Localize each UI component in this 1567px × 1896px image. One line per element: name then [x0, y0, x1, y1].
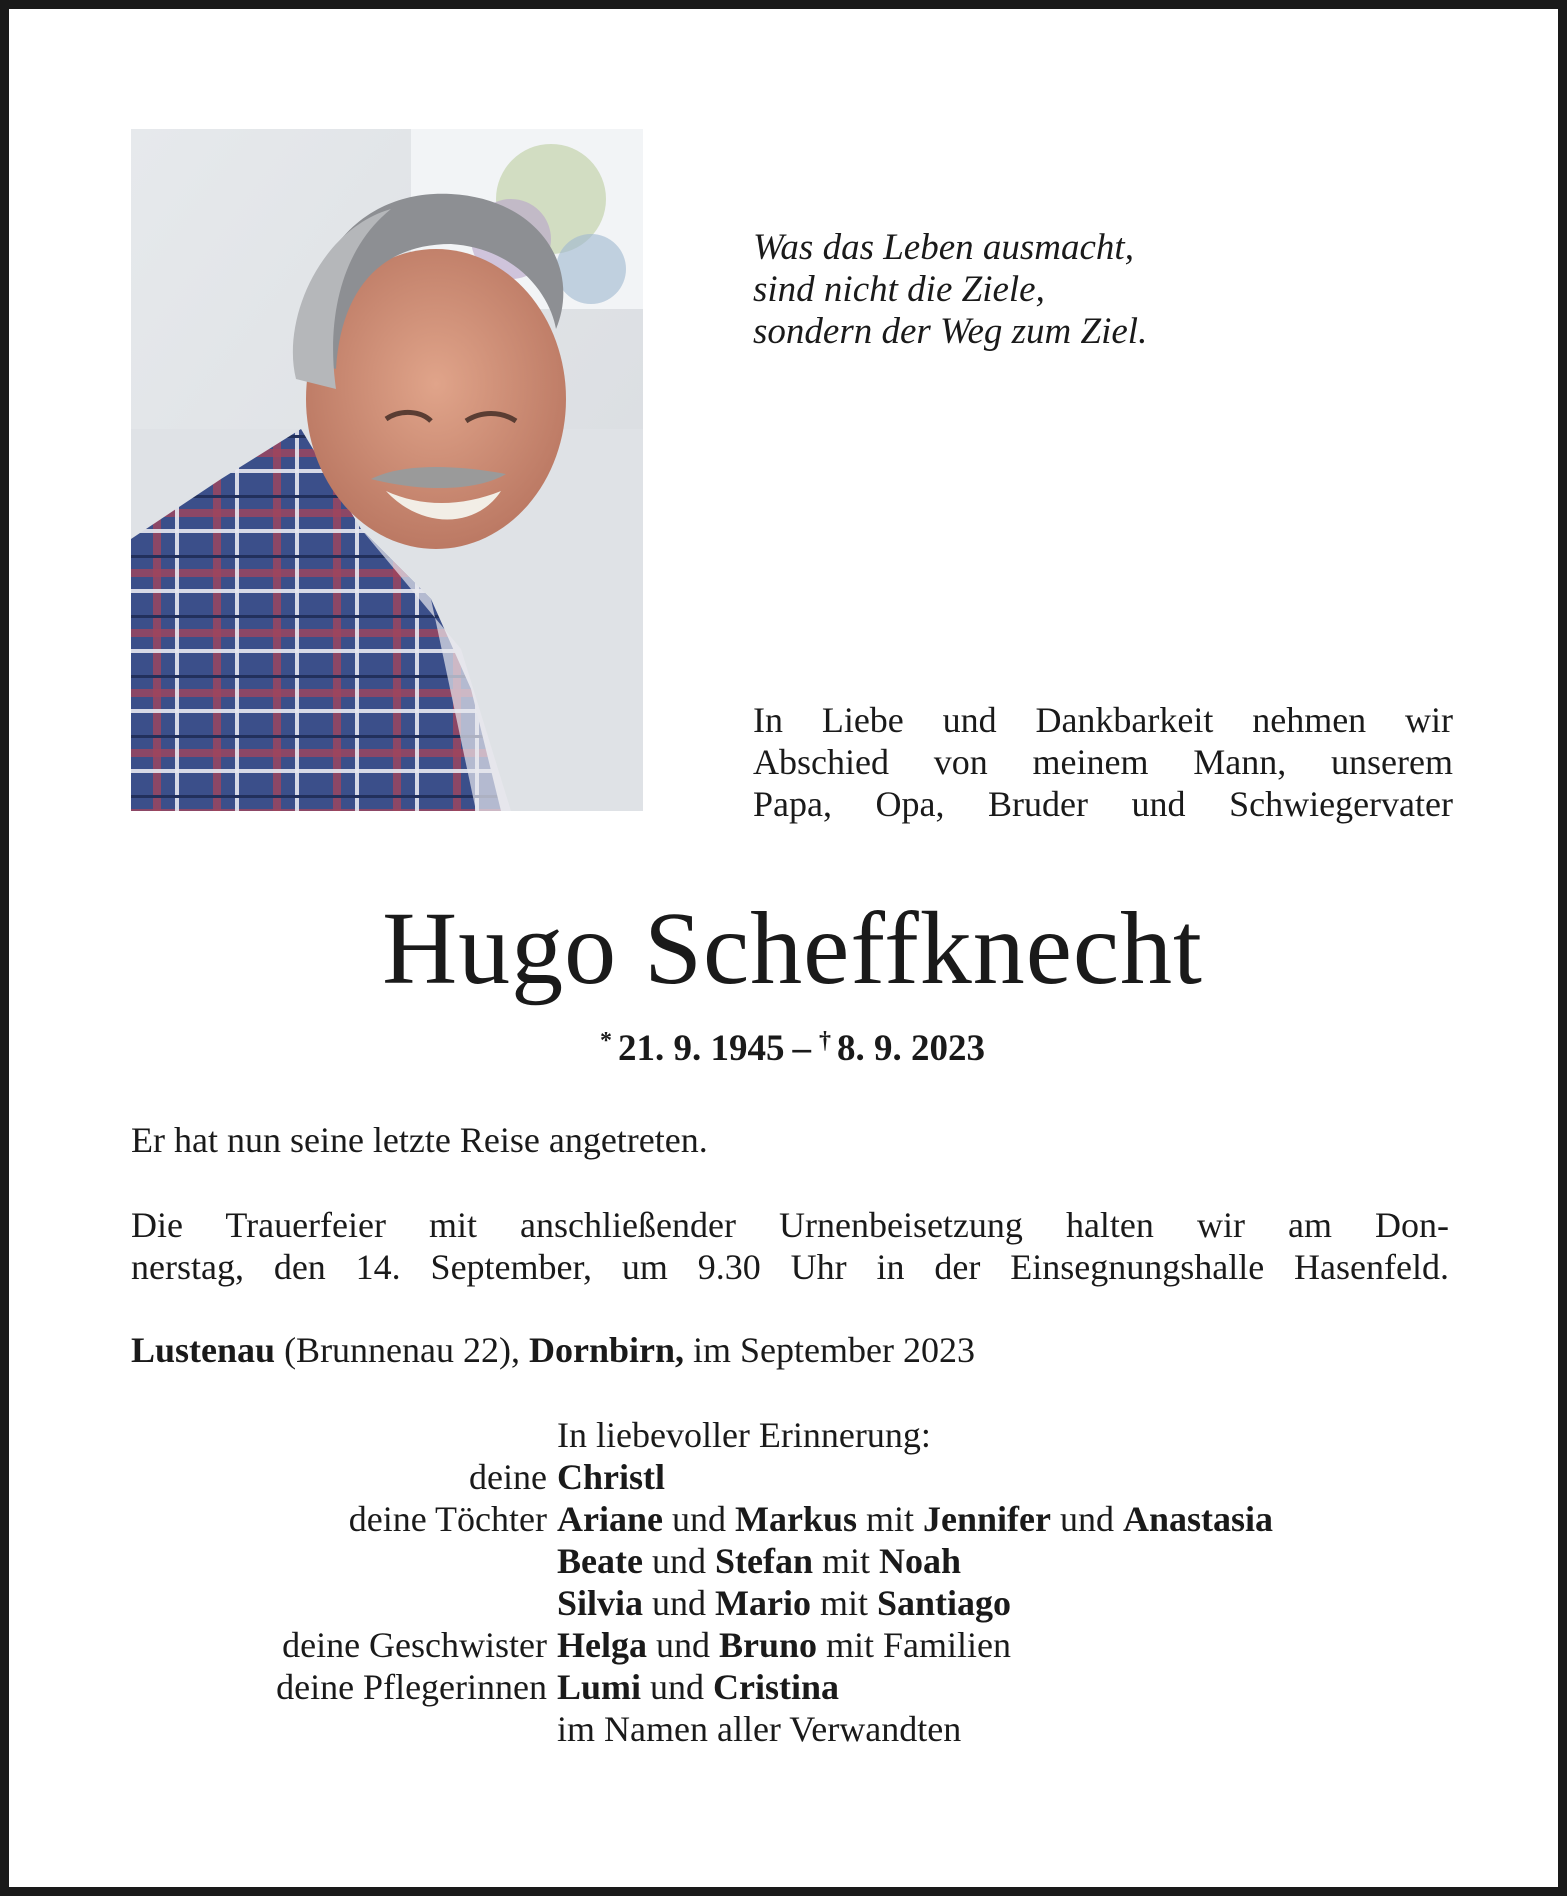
family-member-name: Jennifer [923, 1499, 1051, 1539]
connector-text: und [646, 1625, 719, 1665]
family-member-name: Santiago [877, 1583, 1012, 1623]
family-member-name: Noah [878, 1541, 962, 1581]
signature-row [109, 1540, 1459, 1582]
family-member-name: Anastasia [1122, 1499, 1274, 1539]
connector-text: mit Familien [817, 1625, 1012, 1665]
farewell-line: In Liebe und Dankbarkeit nehmen wir [753, 700, 1453, 740]
place-detail: (Brunnenau 22), [275, 1330, 529, 1370]
family-member-name: Christl [557, 1457, 665, 1497]
signature-row [109, 1624, 1459, 1666]
connector-text: und [642, 1541, 715, 1581]
signature-intro-row [109, 1414, 1459, 1456]
family-member-name: Markus [734, 1499, 857, 1539]
ceremony-text [131, 1204, 1449, 1288]
signature-label: deine Töchter [348, 1499, 547, 1539]
signature-names [557, 1540, 1459, 1582]
quote-line: sind nicht die Ziele, [753, 269, 1045, 310]
family-member-name: Ariane [557, 1499, 663, 1539]
connector-text: und [641, 1667, 714, 1707]
signature-row [109, 1666, 1459, 1708]
date-dash: – [792, 1028, 811, 1069]
signature-row [109, 1708, 1459, 1750]
birth-date: 21. 9. 1945 [618, 1028, 785, 1069]
portrait-photo [131, 129, 643, 811]
quote-line: Was das Leben ausmacht, [753, 227, 1134, 268]
signature-intro: In liebevoller Erinnerung: [557, 1415, 931, 1455]
signature-label: deine Geschwister [282, 1625, 547, 1665]
farewell-line: Papa, Opa, Bruder und Schwiegervater [753, 784, 1453, 824]
signature-names [557, 1666, 1459, 1708]
connector-text: und [662, 1499, 735, 1539]
signature-label [109, 1708, 557, 1750]
signature-row [109, 1582, 1459, 1624]
signature-label [109, 1582, 557, 1624]
deceased-name: Hugo Scheffknecht [382, 891, 1203, 1006]
signature-names [557, 1456, 1459, 1498]
life-dates [9, 1019, 1567, 1071]
signature-row [109, 1456, 1459, 1498]
family-member-name: Beate [557, 1541, 643, 1581]
death-symbol: † [819, 1028, 831, 1054]
birth-symbol: * [600, 1028, 612, 1054]
connector-text: mit [811, 1583, 878, 1623]
signature-label: deine Pflegerinnen [276, 1667, 547, 1707]
signature-names [557, 1708, 1459, 1750]
signature-row [109, 1498, 1459, 1540]
quote-line: sondern der Weg zum Ziel. [753, 311, 1148, 352]
signature-names [557, 1624, 1459, 1666]
signature-label: deine [469, 1457, 547, 1497]
place-dornbirn: Dornbirn, [529, 1330, 685, 1370]
family-member-name: Bruno [718, 1625, 818, 1665]
family-member-name: Silvia [557, 1583, 644, 1623]
portrait-icon [131, 129, 643, 811]
family-member-name: Lumi [557, 1667, 642, 1707]
farewell-line: Abschied von meinem Mann, unserem [753, 742, 1453, 782]
signature-label [109, 1540, 557, 1582]
place-lustenau: Lustenau [131, 1330, 276, 1370]
connector-text: und [1050, 1499, 1123, 1539]
connector-text: mit [812, 1541, 879, 1581]
signatures [109, 1414, 1459, 1750]
family-member-name: Mario [715, 1583, 811, 1623]
place-date: im September 2023 [684, 1330, 975, 1370]
ceremony-line: Die Trauerfeier mit anschließender Urnenbeisetzung halten wir am Don- [131, 1205, 1449, 1245]
family-member-name: Cristina [713, 1667, 840, 1707]
death-date: 8. 9. 2023 [837, 1028, 985, 1069]
connector-text: im Namen aller Verwandten [557, 1709, 962, 1749]
journey-text: Er hat nun seine letzte Reise angetreten. [131, 1120, 708, 1160]
connector-text: mit [857, 1499, 924, 1539]
signature-label [109, 1414, 557, 1456]
connector-text: und [643, 1583, 716, 1623]
ceremony-line: nerstag, den 14. September, um 9.30 Uhr in der Einsegnungshalle Hasenfeld. [131, 1247, 1449, 1287]
farewell-text [753, 699, 1453, 825]
signature-names [557, 1498, 1459, 1540]
epitaph-quote [753, 227, 1147, 353]
place-date-line [131, 1329, 1449, 1371]
family-member-name: Helga [557, 1625, 647, 1665]
family-member-name: Stefan [714, 1541, 813, 1581]
signature-names [557, 1582, 1459, 1624]
